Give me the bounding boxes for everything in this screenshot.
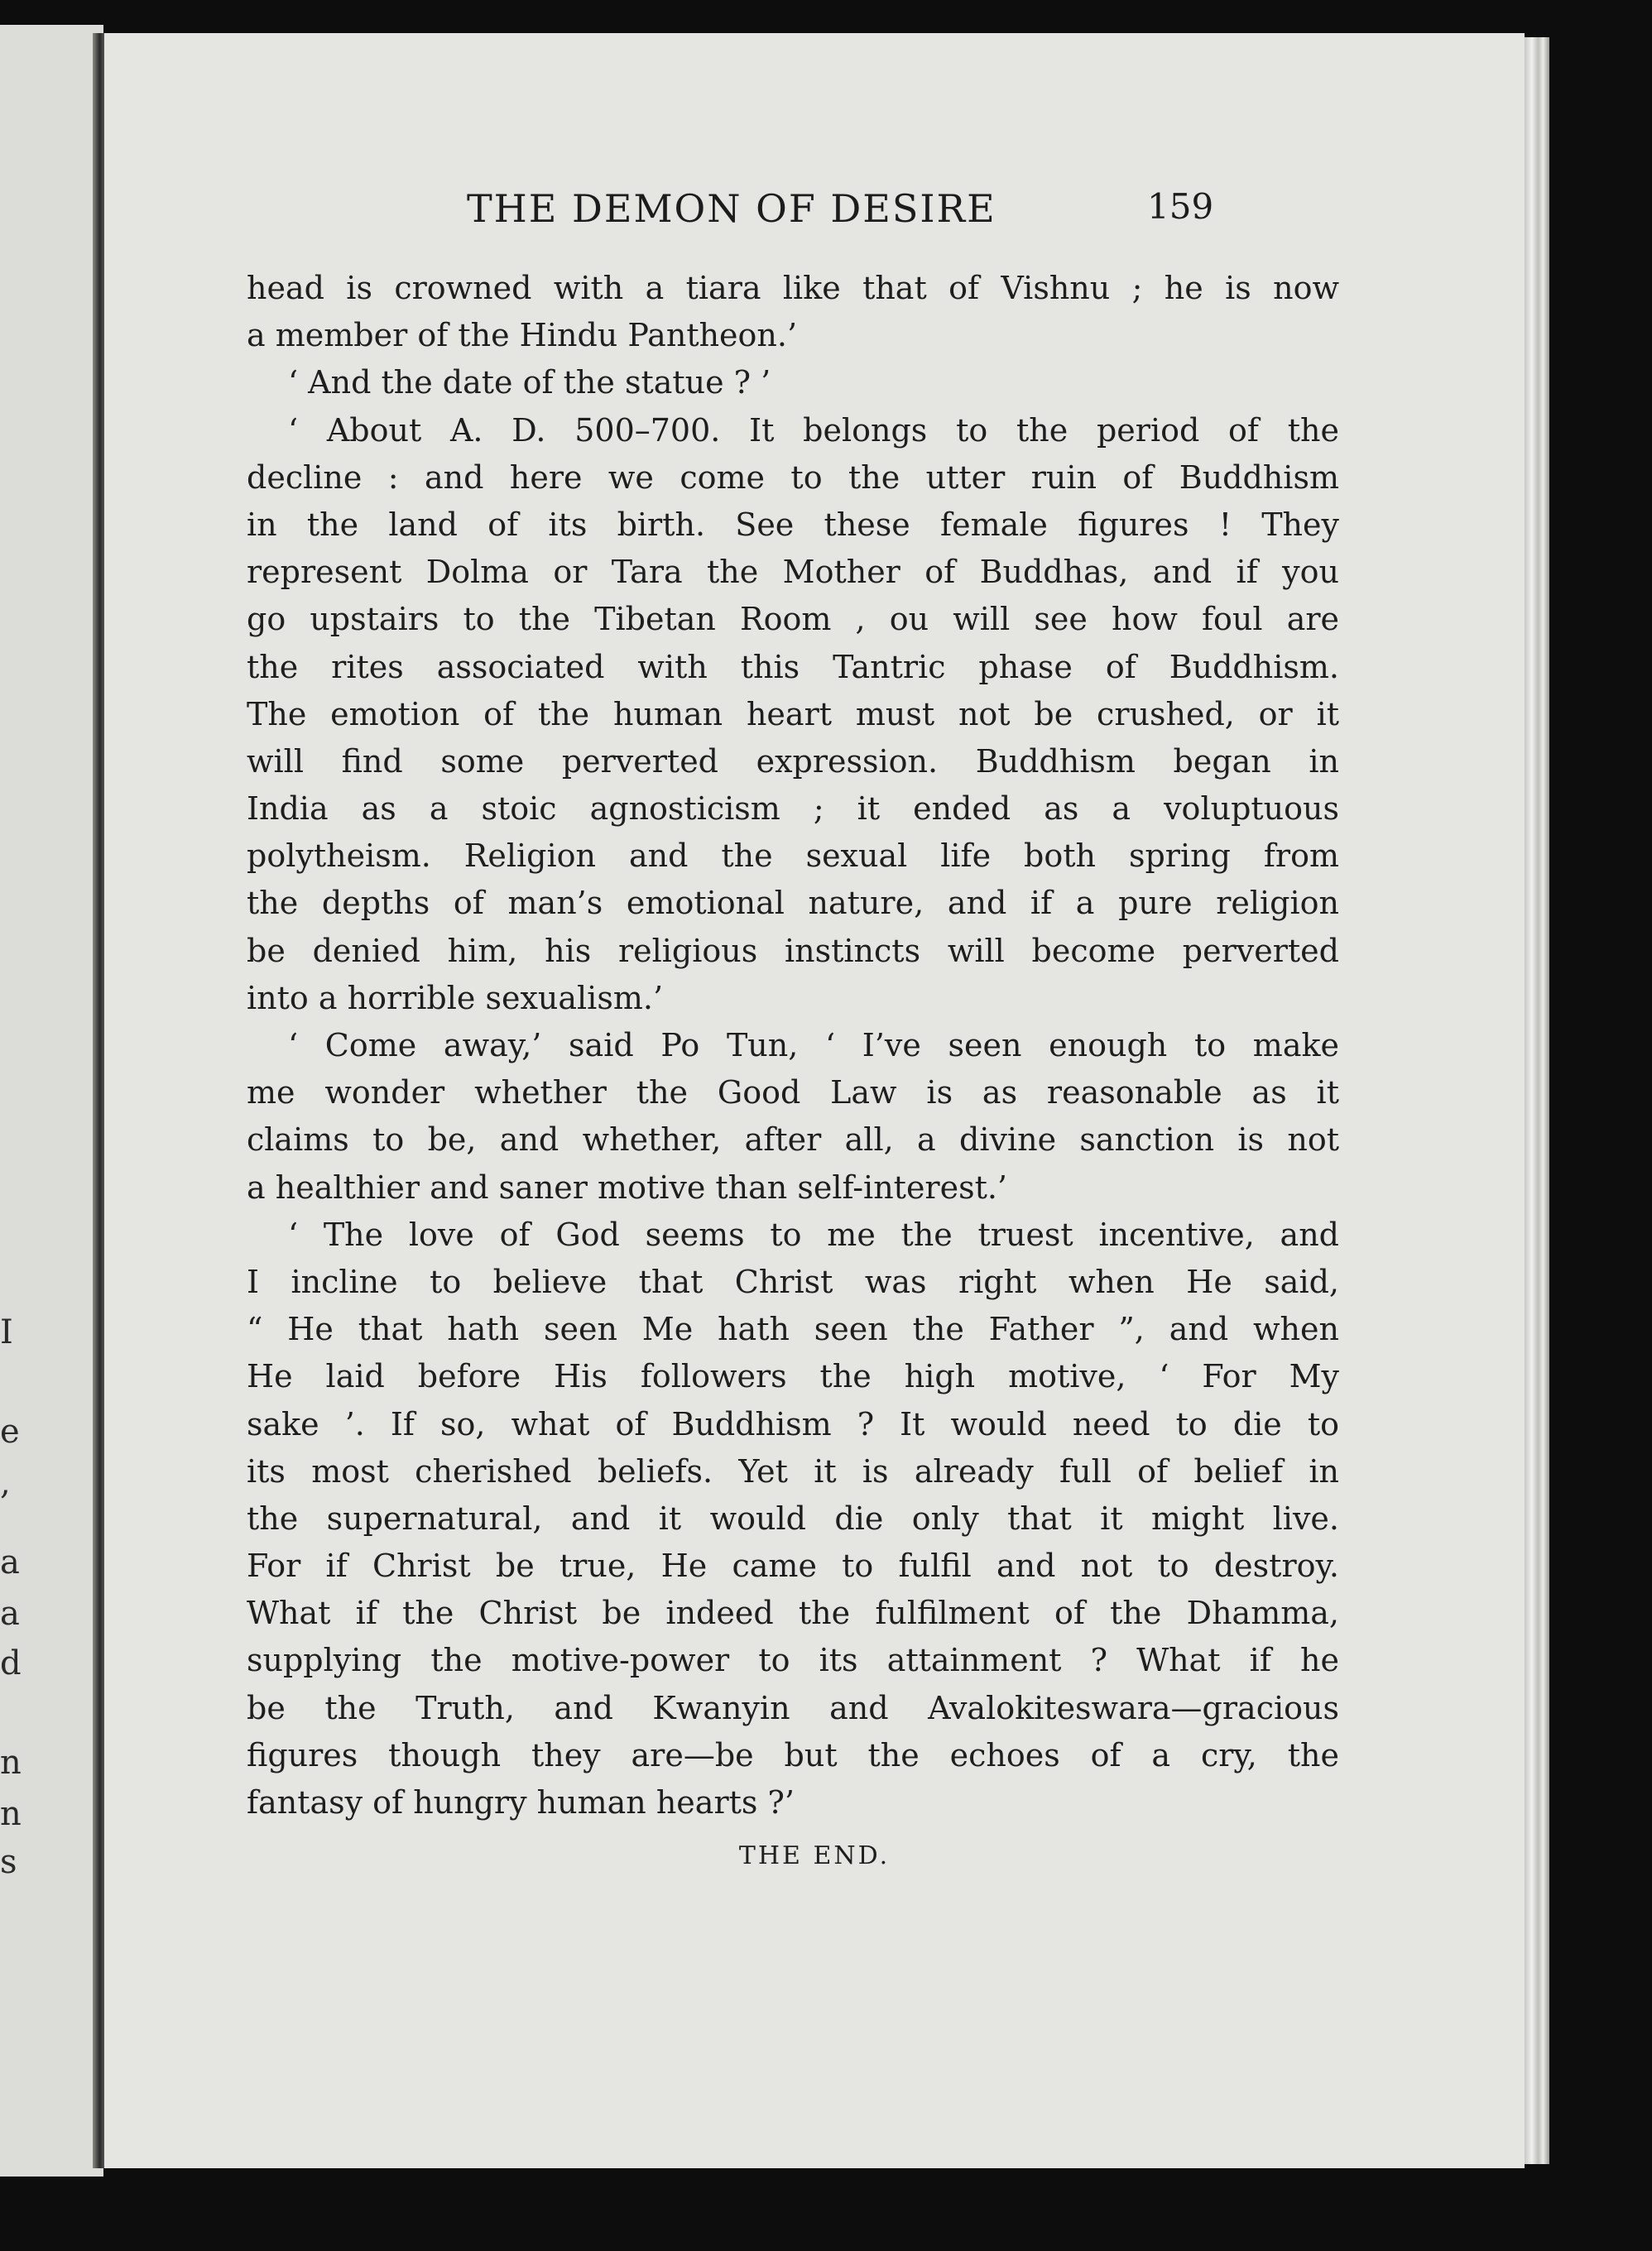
facing-page-fragment: e [0,1413,20,1451]
text-line: He laid before His followers the high motive, ‘ For My [247,1358,1339,1395]
facing-page-fragment: a [0,1543,20,1581]
facing-page-fragment: , [0,1464,11,1502]
book-gutter [93,33,104,2168]
text-line: a healthier and saner motive than self-interest.’ [247,1169,1008,1206]
facing-page-fragment: I [0,1313,13,1351]
facing-page-fragment: s [0,1843,17,1881]
text-line: ‘ About A. D. 500–700. It belongs to the period of the [288,411,1339,449]
text-line: the supernatural, and it would die only that it might live. [247,1500,1339,1537]
text-line: represent Dolma or Tara the Mother of Buddhas, and if you [247,554,1339,591]
text-line: sake ’. If so, what of Buddhism ? It would need to die to [247,1405,1339,1442]
text-line: What if the Christ be indeed the fulfilment of the Dhamma, [247,1595,1339,1632]
facing-page-fragment: n [0,1744,22,1782]
text-line: decline : and here we come to the utter ruin of Buddhism [247,458,1339,496]
text-line: ‘ And the date of the statue ? ’ [288,364,771,401]
text-line: the rites associated with this Tantric phase of Buddhism. [247,648,1339,685]
facing-page-edge [0,25,103,2177]
text-line: be denied him, his religious instincts will become perverted [247,932,1339,969]
body-text [247,265,1339,1826]
text-line: will find some perverted expression. Buddhism began in [247,742,1339,780]
text-line: For if Christ be true, He came to fulfil and not to destroy. [247,1548,1339,1585]
text-line: ‘ Come away,’ said Po Tun, ‘ I’ve seen enough to make [288,1027,1339,1063]
text-line: claims to be, and whether, after all, a divine sanction is not [247,1121,1339,1159]
text-line: India as a stoic agnosticism ; it ended as a voluptuous [247,790,1339,828]
text-line: in the land of its birth. See these female figures ! They [247,506,1339,543]
text-line: be the Truth, and Kwanyin and Avalokiteswara—gracious [247,1689,1339,1726]
facing-page-fragment: n [0,1795,22,1833]
text-line: figures though they are—be but the echoes of a cry, the [247,1736,1339,1773]
text-line: fantasy of hungry human hearts ?’ [247,1784,795,1821]
text-line: supplying the motive-power to its attainment ? What if he [247,1642,1339,1679]
the-end: THE END. [738,1841,891,1870]
text-line: go upstairs to the Tibetan Room , ou will see how foul are [247,601,1339,638]
text-line: head is crowned with a tiara like that of Vishnu ; he is now [247,270,1339,306]
text-line: the depths of man’s emotional nature, and if a pure religion [247,885,1339,922]
page-stack-edge [1525,37,1549,2164]
page-number: 159 [1147,186,1214,227]
facing-page-fragment: a [0,1595,20,1633]
text-line: polytheism. Religion and the sexual life both spring from [247,838,1339,875]
text-line: me wonder whether the Good Law is as reasonable as it [247,1074,1339,1111]
text-line: its most cherished beliefs. Yet it is already full of belief in [247,1452,1339,1490]
text-line: The emotion of the human heart must not be crushed, or it [247,695,1339,732]
running-head [104,186,1525,236]
text-line: I incline to believe that Christ was right when He said, [247,1263,1339,1300]
text-line: a member of the Hindu Pantheon.’ [247,317,798,354]
book-page [104,33,1525,2168]
text-line: into a horrible sexualism.’ [247,979,664,1016]
facing-page-fragment: d [0,1644,22,1682]
text-line: “ He that hath seen Me hath seen the Father ”, and when [247,1311,1339,1348]
running-title: THE DEMON OF DESIRE [467,186,996,231]
text-line: ‘ The love of God seems to me the truest incentive, and [288,1216,1339,1253]
